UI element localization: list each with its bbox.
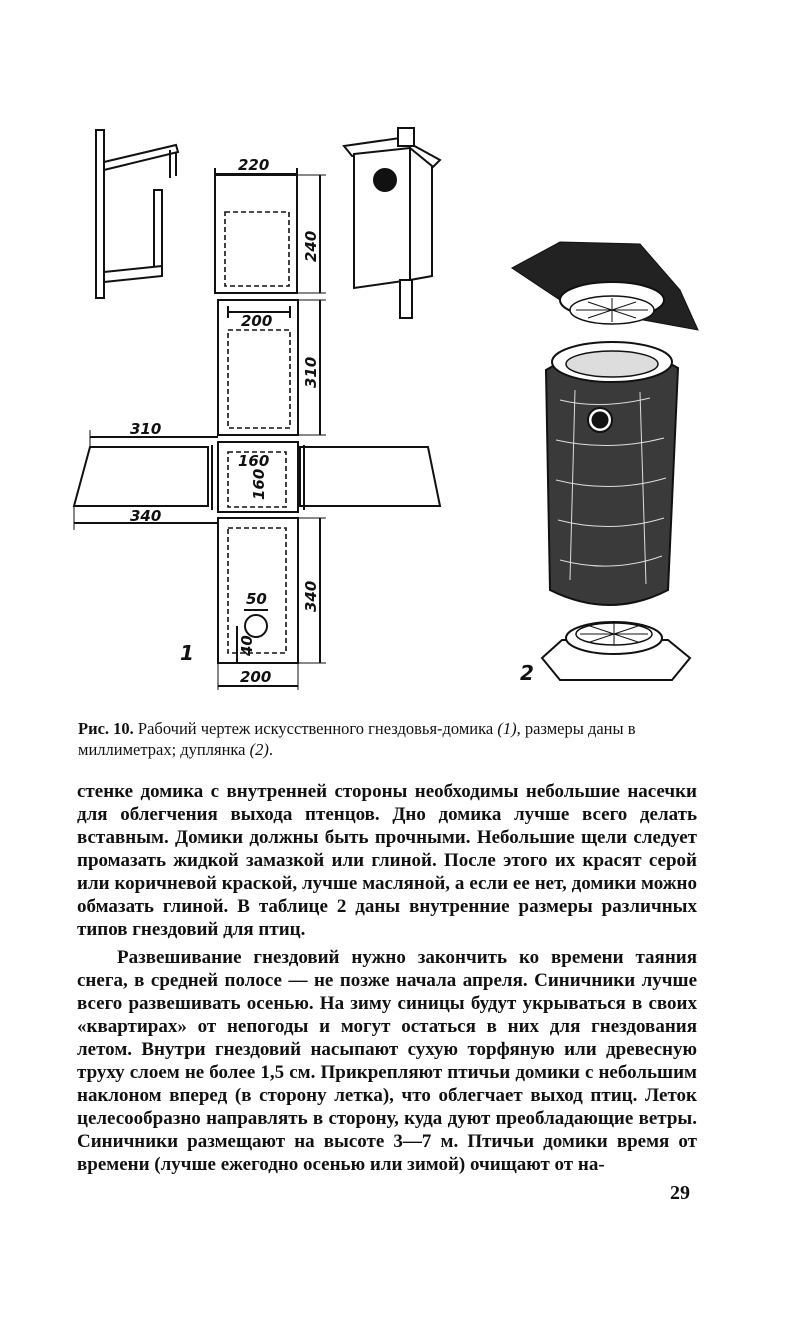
caption-ref-2: (2) (249, 740, 269, 759)
body-text (77, 780, 697, 1176)
dim-bottom-width: 160 (238, 452, 270, 470)
dim-back-height: 310 (302, 356, 320, 388)
right-side-wall-drawing (300, 447, 440, 506)
figure-label-2: 2 (520, 661, 534, 685)
dim-side-top: 310 (130, 420, 162, 438)
figure-caption (78, 718, 702, 760)
paragraph-1: стенке домика с внутренней стороны необходимы небольшие насечки для облегчения выхода птенцов. Дно домика лучше всего делать вставным. Домики должны быть прочными. Небольшие щели следует промазать жидкой замазкой или глиной. После этого их красят серой или коричневой краской, лучше масляной, а если ее нет, домики можно обмазать глиной. В таблице 2 даны внутренние размеры различных типов гнездовий для птиц. (77, 781, 697, 940)
roof-panel-drawing (215, 168, 326, 293)
caption-label: Рис. 10. (78, 719, 134, 738)
figure-label-1: 1 (180, 641, 194, 665)
dim-roof-width: 220 (238, 156, 270, 174)
caption-text-before: Рабочий чертеж искусственного гнездовья-домика (137, 719, 494, 738)
dim-side-bottom: 340 (130, 507, 162, 525)
dim-bottom-height: 160 (250, 468, 268, 500)
side-profile-drawing (96, 130, 178, 298)
hollow-log-nest-drawing (512, 242, 698, 680)
dim-front-width: 200 (240, 668, 272, 686)
caption-ref-1: (1) (497, 719, 517, 738)
assembled-birdhouse-drawing (344, 128, 440, 318)
dim-hole-offset: 40 (238, 635, 256, 656)
dim-roof-height: 240 (302, 230, 320, 262)
dim-front-height: 340 (302, 580, 320, 612)
paragraph-2: Развешивание гнездовий нужно закончить ко времени таяния снега, в средней полосе — не позже начала апреля. Синичники лучше всего развешивать осенью. На зиму синицы будут укрываться в своих «квартирах» от непогоды и могут остаться в них для гнездования летом. Внутри гнездовий насыпают сухую торфяную или древесную труху слоем не более 1,5 см. Прикрепляют птичьи домики с небольшим наклоном вперед (в сторону летка), что облегчает выход птиц. Леток целесообразно направлять в сторону, куда дуют преобладающие ветры. Синичники размещают на высоте 3—7 м. Птичьи домики время от времени (лучше ежегодно осенью или зимой) очищают от на- (77, 947, 697, 1175)
caption-text-after: . (268, 740, 273, 759)
dim-back-width: 200 (241, 312, 273, 330)
dim-hole-diameter: 50 (246, 590, 267, 608)
page-number: 29 (670, 1182, 690, 1204)
caption-text-middle: , размеры даны в миллиметрах; дуплянка (78, 719, 636, 759)
